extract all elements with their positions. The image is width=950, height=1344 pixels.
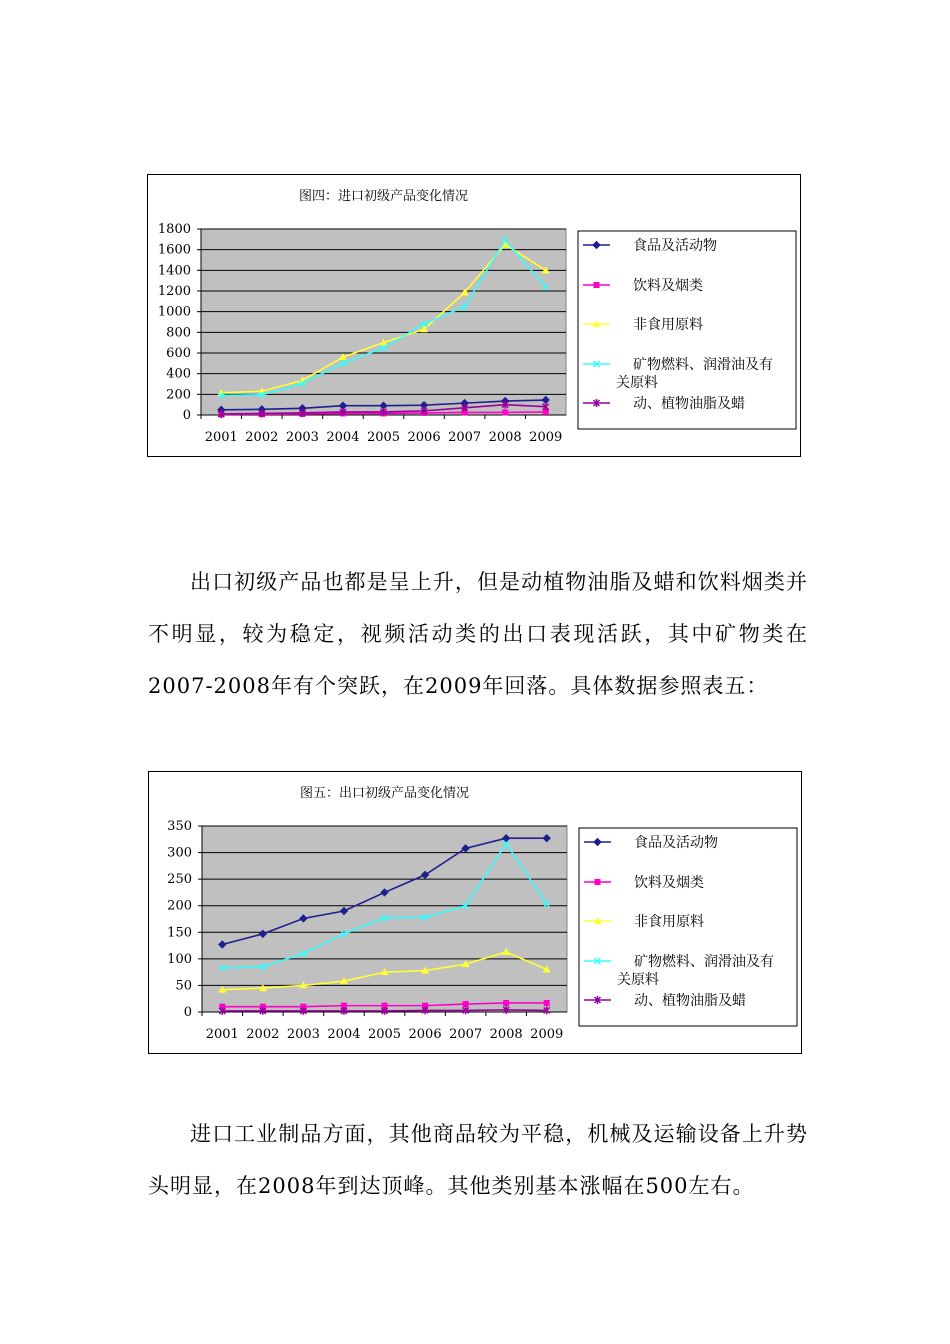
legend-label: 矿物燃料、润滑油及有 xyxy=(634,954,774,970)
x-tick-label: 2004 xyxy=(326,430,360,445)
legend-label: 饮料及烟类 xyxy=(634,875,704,891)
y-tick-label: 150 xyxy=(167,925,192,941)
x-tick-label: 2003 xyxy=(286,1027,320,1042)
x-tick-label: 2009 xyxy=(530,1027,564,1042)
paragraph-2: 进口工业制品方面，其他商品较为平稳，机械及运输设备上升势头明显，在2008年到达顶峰。其他类别基本涨幅在500左右。 xyxy=(148,1122,808,1198)
y-tick-label: 1600 xyxy=(157,242,191,258)
y-tick-label: 400 xyxy=(166,366,191,382)
chart-figure-5 xyxy=(148,771,802,1054)
y-tick-label: 300 xyxy=(167,845,192,861)
x-tick-label: 2008 xyxy=(488,430,522,445)
y-tick-label: 200 xyxy=(166,387,191,403)
chart-4-svg xyxy=(148,175,802,458)
legend-marker xyxy=(594,282,600,288)
legend-marker xyxy=(595,879,601,885)
y-tick-label: 250 xyxy=(167,872,192,888)
legend-label: 食品及活动物 xyxy=(634,835,718,851)
plot-area xyxy=(201,229,566,415)
x-tick-label: 2005 xyxy=(366,430,401,445)
legend-label-cont: 关原料 xyxy=(616,375,658,391)
legend xyxy=(579,828,797,1026)
x-tick-label: 2002 xyxy=(246,1027,280,1042)
data-point xyxy=(502,409,508,415)
data-point xyxy=(544,1000,550,1006)
y-tick-label: 0 xyxy=(183,1005,192,1020)
legend xyxy=(578,231,796,429)
x-tick-label: 2003 xyxy=(285,430,319,445)
data-point xyxy=(463,1001,469,1007)
chart-5-svg xyxy=(149,772,803,1055)
x-tick-label: 2004 xyxy=(327,1027,361,1042)
x-tick-label: 2001 xyxy=(205,1027,239,1042)
y-tick-label: 600 xyxy=(166,346,191,361)
legend-label: 动、植物油脂及蜡 xyxy=(634,993,746,1009)
y-tick-label: 1200 xyxy=(157,284,191,299)
x-tick-label: 2009 xyxy=(529,430,563,445)
y-tick-label: 350 xyxy=(167,819,192,834)
legend-label: 动、植物油脂及蜡 xyxy=(633,396,745,412)
legend-label: 非食用原料 xyxy=(633,317,703,333)
legend-label: 饮料及烟类 xyxy=(633,278,703,294)
y-tick-label: 800 xyxy=(166,325,191,341)
legend-label: 食品及活动物 xyxy=(633,238,717,254)
legend-label: 矿物燃料、润滑油及有 xyxy=(633,357,773,373)
y-tick-label: 1800 xyxy=(157,222,191,237)
y-tick-label: 50 xyxy=(175,978,192,994)
x-tick-label: 2007 xyxy=(448,430,482,445)
x-tick-label: 2005 xyxy=(367,1027,402,1042)
x-tick-label: 2006 xyxy=(408,1027,442,1042)
x-tick-label: 2002 xyxy=(245,430,279,445)
x-tick-label: 2006 xyxy=(407,430,441,445)
y-tick-label: 1000 xyxy=(157,304,191,320)
paragraph-1-container xyxy=(148,556,808,712)
legend-label: 非食用原料 xyxy=(634,914,704,930)
y-tick-label: 200 xyxy=(167,898,192,914)
y-tick-label: 1400 xyxy=(157,263,191,279)
x-tick-label: 2008 xyxy=(489,1027,523,1042)
chart-title: 图五：出口初级产品变化情况 xyxy=(299,786,470,801)
chart-title: 图四：进口初级产品变化情况 xyxy=(298,189,469,204)
paragraph-1: 出口初级产品也都是呈上升，但是动植物油脂及蜡和饮料烟类并不明显，较为稳定，视频活动类的出口表现活跃，其中矿物类在2007-2008年有个突跃，在2009年回落。具体数据参照表五： xyxy=(148,570,808,698)
x-tick-label: 2007 xyxy=(449,1027,483,1042)
paragraph-2-container xyxy=(148,1108,808,1212)
chart-figure-4 xyxy=(147,174,801,457)
x-tick-label: 2001 xyxy=(204,430,238,445)
y-tick-label: 0 xyxy=(182,408,191,423)
legend-label-cont: 关原料 xyxy=(617,972,659,988)
data-point xyxy=(503,1000,509,1006)
y-tick-label: 100 xyxy=(167,951,192,967)
